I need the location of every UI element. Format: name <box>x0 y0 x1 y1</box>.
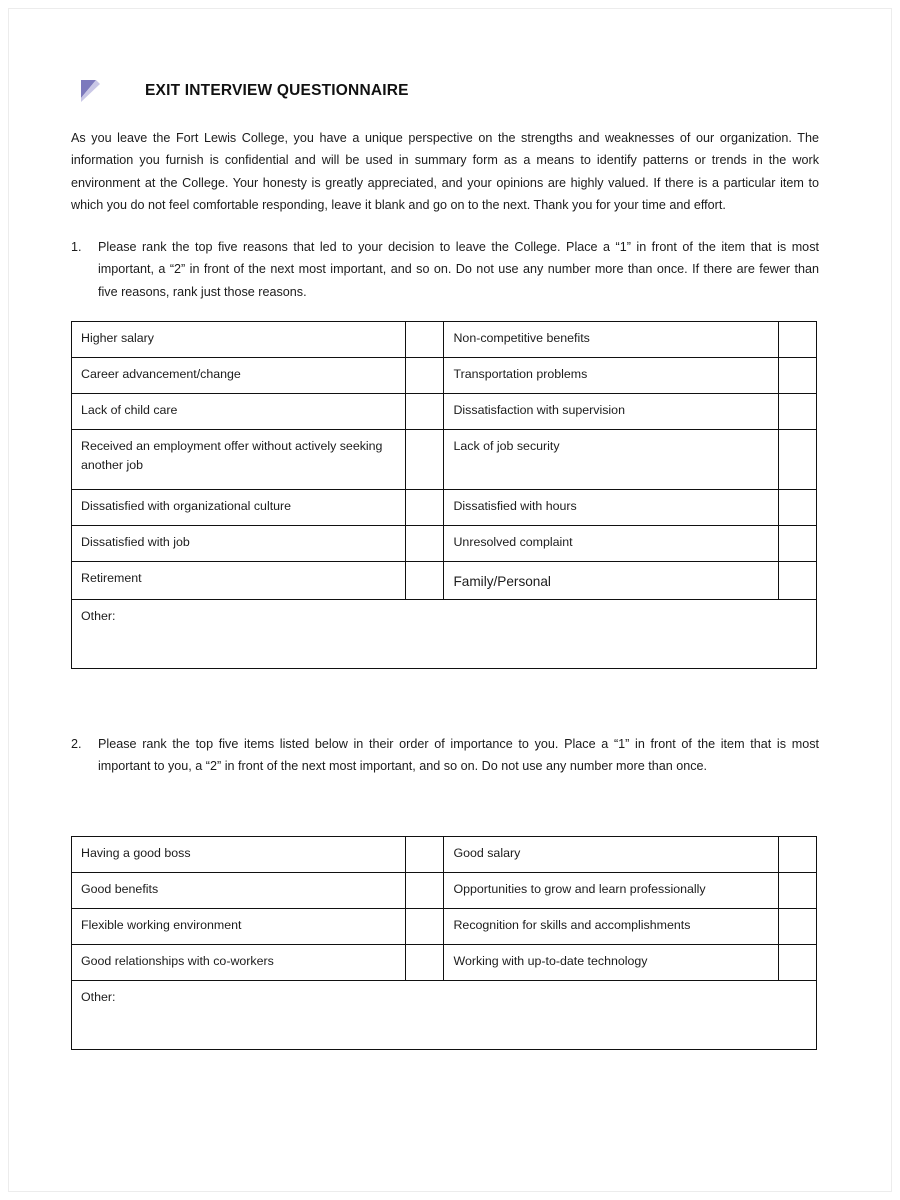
other-label[interactable]: Other: <box>72 600 817 669</box>
intro-paragraph: As you leave the Fort Lewis College, you have a unique perspective on the strengths and weaknesses of our organization. The information you furnish is confidential and will be used in summary form as a means to identify patterns or trends in the work environment at the College. Your honesty is greatly appreciated, and your opinions are highly valued. If there is a particular item to which you do not feel comfortable responding, leave it blank and go on to the next. Thank you for your time and effort. <box>71 131 819 212</box>
reason-rank-input[interactable] <box>406 489 444 525</box>
question-2-text: Please rank the top five items listed below in their order of importance to you. Place a “1” in front of the item that is most important to you, a “2” in front of the next most important, and so on. Do not use any number more than once. <box>98 737 819 774</box>
item-rank-input[interactable] <box>778 872 816 908</box>
reason-label: Dissatisfied with organizational culture <box>72 489 406 525</box>
reason-rank-input[interactable] <box>778 321 816 357</box>
table-spacer <box>71 796 819 836</box>
item-rank-input[interactable] <box>406 908 444 944</box>
reason-rank-input[interactable] <box>778 525 816 561</box>
page-corner-icon <box>79 79 101 103</box>
table-row <box>72 836 817 872</box>
reason-label: Non-competitive benefits <box>444 321 778 357</box>
question-1-text: Please rank the top five reasons that led to your decision to leave the College. Place a “1” in front of the item that is most important, a “2” in front of the next most important, and so on. Do not use any number more than once. If there are fewer than five reasons, rank just those reasons. <box>98 240 819 299</box>
reason-rank-input[interactable] <box>778 393 816 429</box>
document-page <box>8 8 892 1192</box>
question-1-number: 1. <box>71 240 82 255</box>
table-row <box>72 908 817 944</box>
section-spacer <box>71 675 819 733</box>
table-row <box>72 872 817 908</box>
question-2-number: 2. <box>71 737 82 752</box>
table-row <box>72 393 817 429</box>
table-row-other <box>72 980 817 1049</box>
item-rank-input[interactable] <box>406 944 444 980</box>
document-header <box>71 71 819 111</box>
reason-rank-input[interactable] <box>406 561 444 599</box>
reason-rank-input[interactable] <box>406 393 444 429</box>
reason-label: Retirement <box>72 561 406 599</box>
reason-label: Dissatisfaction with supervision <box>444 393 778 429</box>
table-row <box>72 429 817 489</box>
reason-rank-input[interactable] <box>778 357 816 393</box>
reason-rank-input[interactable] <box>406 525 444 561</box>
reason-label: Career advancement/change <box>72 357 406 393</box>
page-title: EXIT INTERVIEW QUESTIONNAIRE <box>145 82 409 99</box>
table-row <box>72 357 817 393</box>
item-label: Having a good boss <box>72 836 406 872</box>
reason-rank-input[interactable] <box>778 489 816 525</box>
item-label: Recognition for skills and accomplishments <box>444 908 778 944</box>
reason-label: Higher salary <box>72 321 406 357</box>
reason-rank-input[interactable] <box>406 429 444 489</box>
reason-label: Unresolved complaint <box>444 525 778 561</box>
ranking-table-2 <box>71 836 817 1050</box>
reason-rank-input[interactable] <box>778 429 816 489</box>
reason-label: Family/Personal <box>444 561 778 599</box>
reason-label: Lack of job security <box>444 429 778 489</box>
reason-rank-input[interactable] <box>778 561 816 599</box>
page-content <box>71 71 819 1056</box>
item-label: Flexible working environment <box>72 908 406 944</box>
table-row <box>72 321 817 357</box>
reason-rank-input[interactable] <box>406 357 444 393</box>
table-row <box>72 561 817 599</box>
other-label[interactable]: Other: <box>72 980 817 1049</box>
reason-label: Dissatisfied with job <box>72 525 406 561</box>
item-rank-input[interactable] <box>778 908 816 944</box>
item-label: Good benefits <box>72 872 406 908</box>
item-label: Good salary <box>444 836 778 872</box>
table-row <box>72 489 817 525</box>
reason-label: Transportation problems <box>444 357 778 393</box>
ranking-table-1 <box>71 321 817 669</box>
question-1 <box>71 236 819 303</box>
item-rank-input[interactable] <box>406 872 444 908</box>
reason-label: Dissatisfied with hours <box>444 489 778 525</box>
item-rank-input[interactable] <box>406 836 444 872</box>
reason-rank-input[interactable] <box>406 321 444 357</box>
table-row <box>72 525 817 561</box>
table-row-other <box>72 600 817 669</box>
question-2 <box>71 733 819 778</box>
item-label: Opportunities to grow and learn professionally <box>444 872 778 908</box>
table-row <box>72 944 817 980</box>
item-rank-input[interactable] <box>778 836 816 872</box>
reason-label: Lack of child care <box>72 393 406 429</box>
reason-label: Received an employment offer without actively seeking another job <box>72 429 406 489</box>
item-label: Good relationships with co-workers <box>72 944 406 980</box>
item-rank-input[interactable] <box>778 944 816 980</box>
item-label: Working with up-to-date technology <box>444 944 778 980</box>
